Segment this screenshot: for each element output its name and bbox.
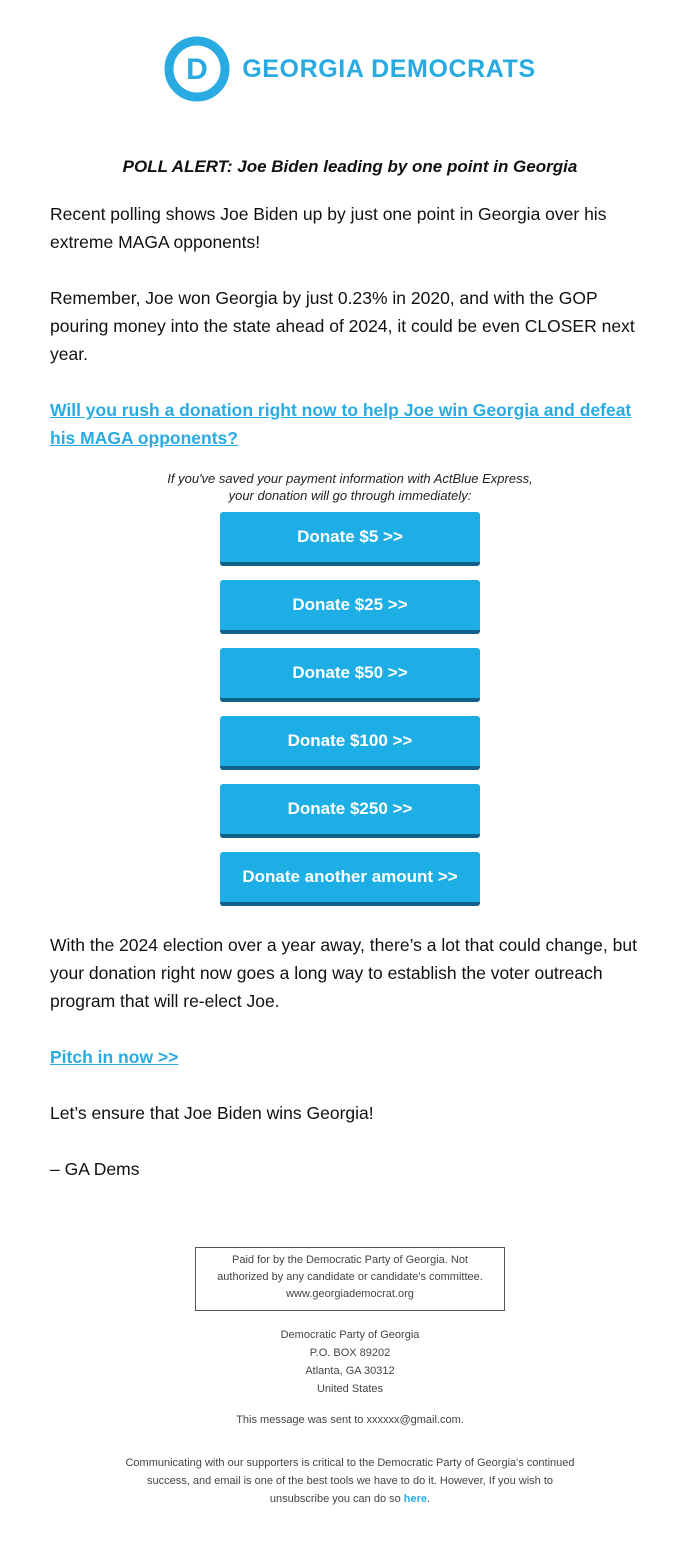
logo-letter: D	[186, 53, 209, 86]
donate-5-button[interactable]: Donate $5 >>	[220, 512, 480, 566]
unsubscribe-link[interactable]: here	[403, 1493, 428, 1505]
disclaimer-website: www.georgiademocrat.org	[286, 1288, 414, 1300]
address-po-box: P.O. BOX 89202	[309, 1347, 391, 1359]
unsub-line-3-suffix: .	[427, 1493, 431, 1505]
logo-text: GEORGIA DEMOCRATS	[242, 54, 536, 83]
sent-to-suffix: .	[460, 1414, 464, 1426]
body-paragraph-4: Let’s ensure that Joe Biden wins Georgia!	[50, 1103, 374, 1123]
donate-50-button[interactable]: Donate $50 >>	[220, 648, 480, 702]
unsub-line-2: success, and email is one of the best tools we have to do it. However, If you wish to	[147, 1475, 553, 1487]
disclaimer-line-1: Paid for by the Democratic Party of Georgia. Not	[232, 1254, 468, 1266]
pitch-in-link[interactable]: Pitch in now >>	[50, 1047, 179, 1067]
header-logo[interactable]	[0, 36, 700, 102]
sent-to-email: xxxxxx@gmail.com	[366, 1414, 461, 1426]
address-city: Atlanta, GA 30312	[305, 1365, 395, 1377]
sent-to-notice	[0, 1411, 700, 1429]
body-paragraph-2: Remember, Joe won Georgia by just 0.23% in 2020, and with the GOP pouring money into the state ahead of 2024, it could be even CLOSER next year.	[50, 288, 635, 364]
signoff: – GA Dems	[50, 1159, 140, 1179]
footer-address	[0, 1326, 700, 1398]
paid-for-disclaimer	[195, 1247, 505, 1311]
democrats-d-icon	[164, 36, 230, 102]
unsub-line-1: Communicating with our supporters is critical to the Democratic Party of Georgia's continued	[125, 1457, 575, 1469]
unsub-line-3-prefix: unsubscribe you can do so	[269, 1493, 404, 1505]
body-paragraph-3: With the 2024 election over a year away, there’s a lot that could change, but your donation right now goes a long way to establish the voter outreach program that will re-elect Joe.	[50, 935, 637, 1011]
donation-cta-link[interactable]: Will you rush a donation right now to help Joe win Georgia and defeat his MAGA opponents?	[50, 400, 632, 448]
sent-to-prefix: This message was sent to	[236, 1414, 367, 1426]
email-headline: POLL ALERT: Joe Biden leading by one point in Georgia	[122, 157, 578, 176]
disclaimer-line-2: authorized by any candidate or candidate's committee.	[217, 1271, 483, 1283]
express-note-line-1: If you've saved your payment information with ActBlue Express,	[167, 471, 533, 486]
donate-100-button[interactable]: Donate $100 >>	[220, 716, 480, 770]
donate-other-amount-button[interactable]: Donate another amount >>	[220, 852, 480, 906]
donate-250-button[interactable]: Donate $250 >>	[220, 784, 480, 838]
address-country: United States	[316, 1383, 384, 1395]
body-paragraph-1: Recent polling shows Joe Biden up by just one point in Georgia over his extreme MAGA opponents!	[50, 204, 607, 252]
unsubscribe-notice	[0, 1454, 700, 1508]
donate-25-button[interactable]: Donate $25 >>	[220, 580, 480, 634]
express-note-line-2: your donation will go through immediately:	[228, 488, 472, 503]
unsub-line-3	[0, 1490, 700, 1508]
address-name: Democratic Party of Georgia	[280, 1329, 420, 1341]
logo-lockup[interactable]	[164, 36, 536, 102]
actblue-express-note	[0, 470, 700, 504]
